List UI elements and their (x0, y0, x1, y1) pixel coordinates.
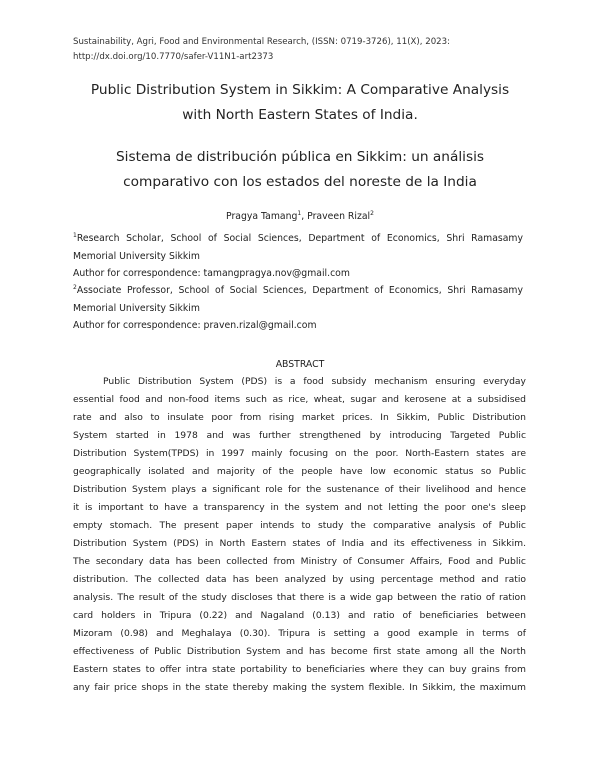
author-name: Pragya Tamang (226, 211, 298, 222)
affiliation-line: Memorial University Sikkim (73, 302, 200, 314)
title-english (60, 78, 540, 128)
affiliation-line: $^1$Research Scholar, School of Social Sciences, Department of Economics, Shri Ramasamy (73, 231, 523, 244)
author-affiliation-mark: 2 (370, 209, 374, 217)
abstract-line: Distribution System (PDS) in North Eastern states of India and its effectiveness in Sikkim. (73, 538, 526, 550)
abstract-line: any fair price shops in the state thereby making the system flexible. In Sikkim, the maximum (73, 682, 526, 694)
abstract-line: empty stomach. The present paper intends to study the comparative analysis of Public (73, 520, 526, 532)
abstract-line: Mizoram (0.98) and Meghalaya (0.30). Tripura is setting a good example in terms of (73, 628, 526, 640)
abstract-line: card holders in Tripura (0.22) and Nagaland (0.13) and ratio of beneficiaries between (73, 610, 526, 622)
affiliation-mark: 1 (73, 231, 77, 239)
title-spanish-line: comparativo con los estados del noreste de la India (123, 174, 477, 190)
abstract-line: analysis. The result of the study discloses that there is a wide gap between the ratio of ration (73, 592, 526, 604)
affiliation-line: $^2$Associate Professor, School of Social Sciences, Department of Economics, Shri Ramasamy (73, 283, 523, 296)
abstract-line: it is important to have a transparency in the system and not letting the poor one's sleep (73, 502, 526, 514)
abstract-line: geographically isolated and majority of the people have low economic status so Public (73, 466, 526, 478)
author-affiliation-mark: 1 (297, 209, 302, 217)
title-spanish (60, 145, 540, 195)
abstract-line: essential food and non-food items such as rice, wheat, sugar and kerosene at a subsidised (73, 394, 526, 406)
author-separator: , (301, 211, 308, 222)
abstract-line: Eastern states to offer intra state portability to beneficiaries where they can buy grains from (73, 664, 526, 676)
abstract-body (73, 373, 526, 697)
affiliation-1 (73, 230, 523, 283)
title-english-line: Public Distribution System in Sikkim: A Comparative Analysis (90, 82, 510, 98)
doi-link[interactable]: http://dx.doi.org/10.7770/safer-V11N1-art2373 (73, 51, 274, 62)
title-english-line: with North Eastern States of India. (182, 107, 418, 123)
affiliation-2 (73, 282, 523, 335)
abstract-line: Distribution System(TPDS) in 1997 mainly focusing on the poor. North-Eastern states are (73, 448, 526, 460)
abstract-line: effectiveness of Public Distribution System and has become first state among all the North (73, 646, 526, 658)
author-name: Praveen Rizal (307, 211, 371, 222)
correspondence-email: Author for correspondence: praven.rizal@gmail.com (73, 320, 317, 331)
abstract-line: distribution. The collected data has been analyzed by using percentage method and ratio (73, 574, 526, 586)
author-list (0, 210, 600, 224)
abstract-line: System started in 1978 and was further strengthened by introducing Targeted Public (73, 430, 526, 442)
title-spanish-line: Sistema de distribución pública en Sikkim: un análisis (115, 149, 485, 165)
journal-header (73, 35, 533, 64)
journal-citation: Sustainability, Agri, Food and Environmental Research, (ISSN: 0719-3726), 11(X), 2023: (73, 37, 451, 47)
correspondence-email: Author for correspondence: tamangpragya.nov@gmail.com (73, 268, 350, 279)
abstract-heading: ABSTRACT (275, 359, 325, 370)
abstract-line: rate and also to insulate poor from rising market prices. In Sikkim, Public Distribution (73, 412, 526, 424)
affiliation-line: Memorial University Sikkim (73, 250, 200, 262)
affiliation-mark: 2 (73, 283, 77, 291)
abstract-line: Public Distribution System (PDS) is a food subsidy mechanism ensuring everyday (103, 376, 526, 387)
abstract-line: Distribution System plays a significant role for the sustenance of their livelihood and hence (73, 484, 526, 496)
abstract-line: The secondary data has been collected from Ministry of Consumer Affairs, Food and Public (73, 556, 526, 568)
